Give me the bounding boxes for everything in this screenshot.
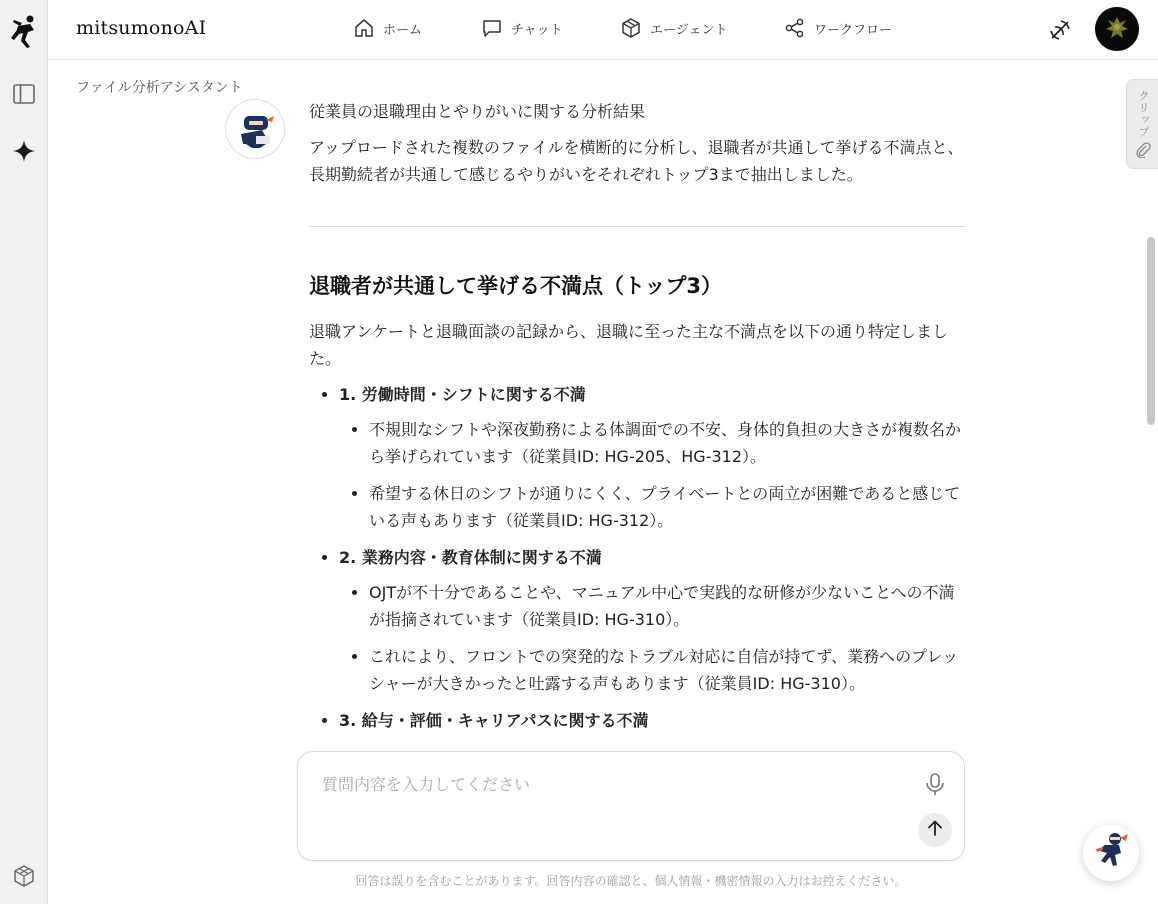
- assistant-message: [309, 98, 965, 744]
- section-heading: 退職者が共通して挙げる不満点（トップ3）: [309, 274, 722, 298]
- ninja-mascot-icon: [1091, 831, 1131, 875]
- runner-logo-icon[interactable]: [8, 14, 40, 50]
- send-button[interactable]: [918, 813, 952, 847]
- sparkle-icon[interactable]: [12, 139, 36, 163]
- assistant-fab-button[interactable]: [1083, 825, 1139, 881]
- nav-agent[interactable]: [621, 18, 727, 38]
- list-item: [339, 381, 965, 534]
- list-item: [339, 707, 965, 734]
- section-intro: 退職アンケートと退職面談の記録から、退職に至った主な不満点を以下の通り特定しました。: [309, 322, 949, 368]
- cube-icon: [621, 18, 641, 38]
- divider: [309, 226, 965, 227]
- top-header: [48, 0, 1158, 60]
- nav-chat-label: チャット: [511, 22, 563, 38]
- question-input[interactable]: [320, 770, 880, 810]
- user-avatar[interactable]: [1095, 7, 1139, 51]
- nav-home-label: ホーム: [383, 22, 423, 38]
- nav-chat[interactable]: [482, 18, 563, 38]
- sidebar-toggle-icon[interactable]: [12, 82, 36, 106]
- sub-list: [339, 579, 965, 697]
- brand-name[interactable]: mitsumonoAI: [76, 17, 207, 39]
- disclaimer-text: 回答は誤りを含むことがあります。回答内容の確認と、個人情報・機密情報の入力はお控えください。: [355, 874, 907, 888]
- list-item: • これにより、フロントでの突発的なトラブル対応に自信が持てず、業務へのプレッシャーが大きかったと吐露する声もあります（従業員ID: HG-310）。: [369, 643, 965, 697]
- nav-workflow[interactable]: [785, 18, 892, 38]
- clip-tab[interactable]: [1126, 79, 1158, 169]
- assistant-name: ファイル分析アシスタント: [76, 80, 243, 96]
- issue-title: 1. 労働時間・シフトに関する不満: [339, 385, 586, 404]
- list-item: • 希望する休日のシフトが通りにくく、プライベートとの両立が困難であると感じている声もあります（従業員ID: HG-312）。: [369, 480, 965, 534]
- list-item: [339, 544, 965, 697]
- issue-title: 2. 業務内容・教育体制に関する不満: [339, 548, 602, 567]
- left-sidebar: [0, 0, 48, 904]
- signal-icon[interactable]: [1047, 17, 1073, 43]
- chat-icon: [482, 18, 502, 38]
- message-title: 従業員の退職理由とやりがいに関する分析結果: [309, 102, 646, 121]
- microphone-icon[interactable]: [924, 772, 946, 796]
- settings-cube-icon[interactable]: [12, 864, 36, 888]
- list-item: • 不規則なシフトや深夜勤務による体調面での不安、身体的負担の大きさが複数名から挙げられています（従業員ID: HG-205、HG-312）。: [369, 416, 965, 470]
- list-item: • OJTが不十分であることや、マニュアル中心で実践的な研修が少ないことへの不満が指摘されています（従業員ID: HG-310）。: [369, 579, 965, 633]
- nav-workflow-label: ワークフロー: [814, 22, 893, 38]
- sub-list: [339, 416, 965, 534]
- paperclip-icon: [1135, 142, 1151, 162]
- issue-title: 3. 給与・評価・キャリアパスに関する不満: [339, 711, 649, 730]
- home-icon: [354, 18, 374, 38]
- scrollbar-thumb[interactable]: [1147, 237, 1155, 425]
- share-nodes-icon: [785, 18, 805, 38]
- message-intro: アップロードされた複数のファイルを横断的に分析し、退職者が共通して挙げる不満点と、長期勤続者が共通して感じるやりがいをそれぞれトップ3まで抽出しました。: [309, 138, 964, 184]
- assistant-avatar: [225, 99, 285, 159]
- issue-list: [309, 381, 965, 734]
- nav-agent-label: エージェント: [650, 22, 728, 38]
- chat-input-box: [297, 751, 965, 861]
- arrow-up-icon: [926, 819, 944, 841]
- clip-tab-label: クリップ: [1137, 90, 1150, 138]
- nav-home[interactable]: [354, 18, 422, 38]
